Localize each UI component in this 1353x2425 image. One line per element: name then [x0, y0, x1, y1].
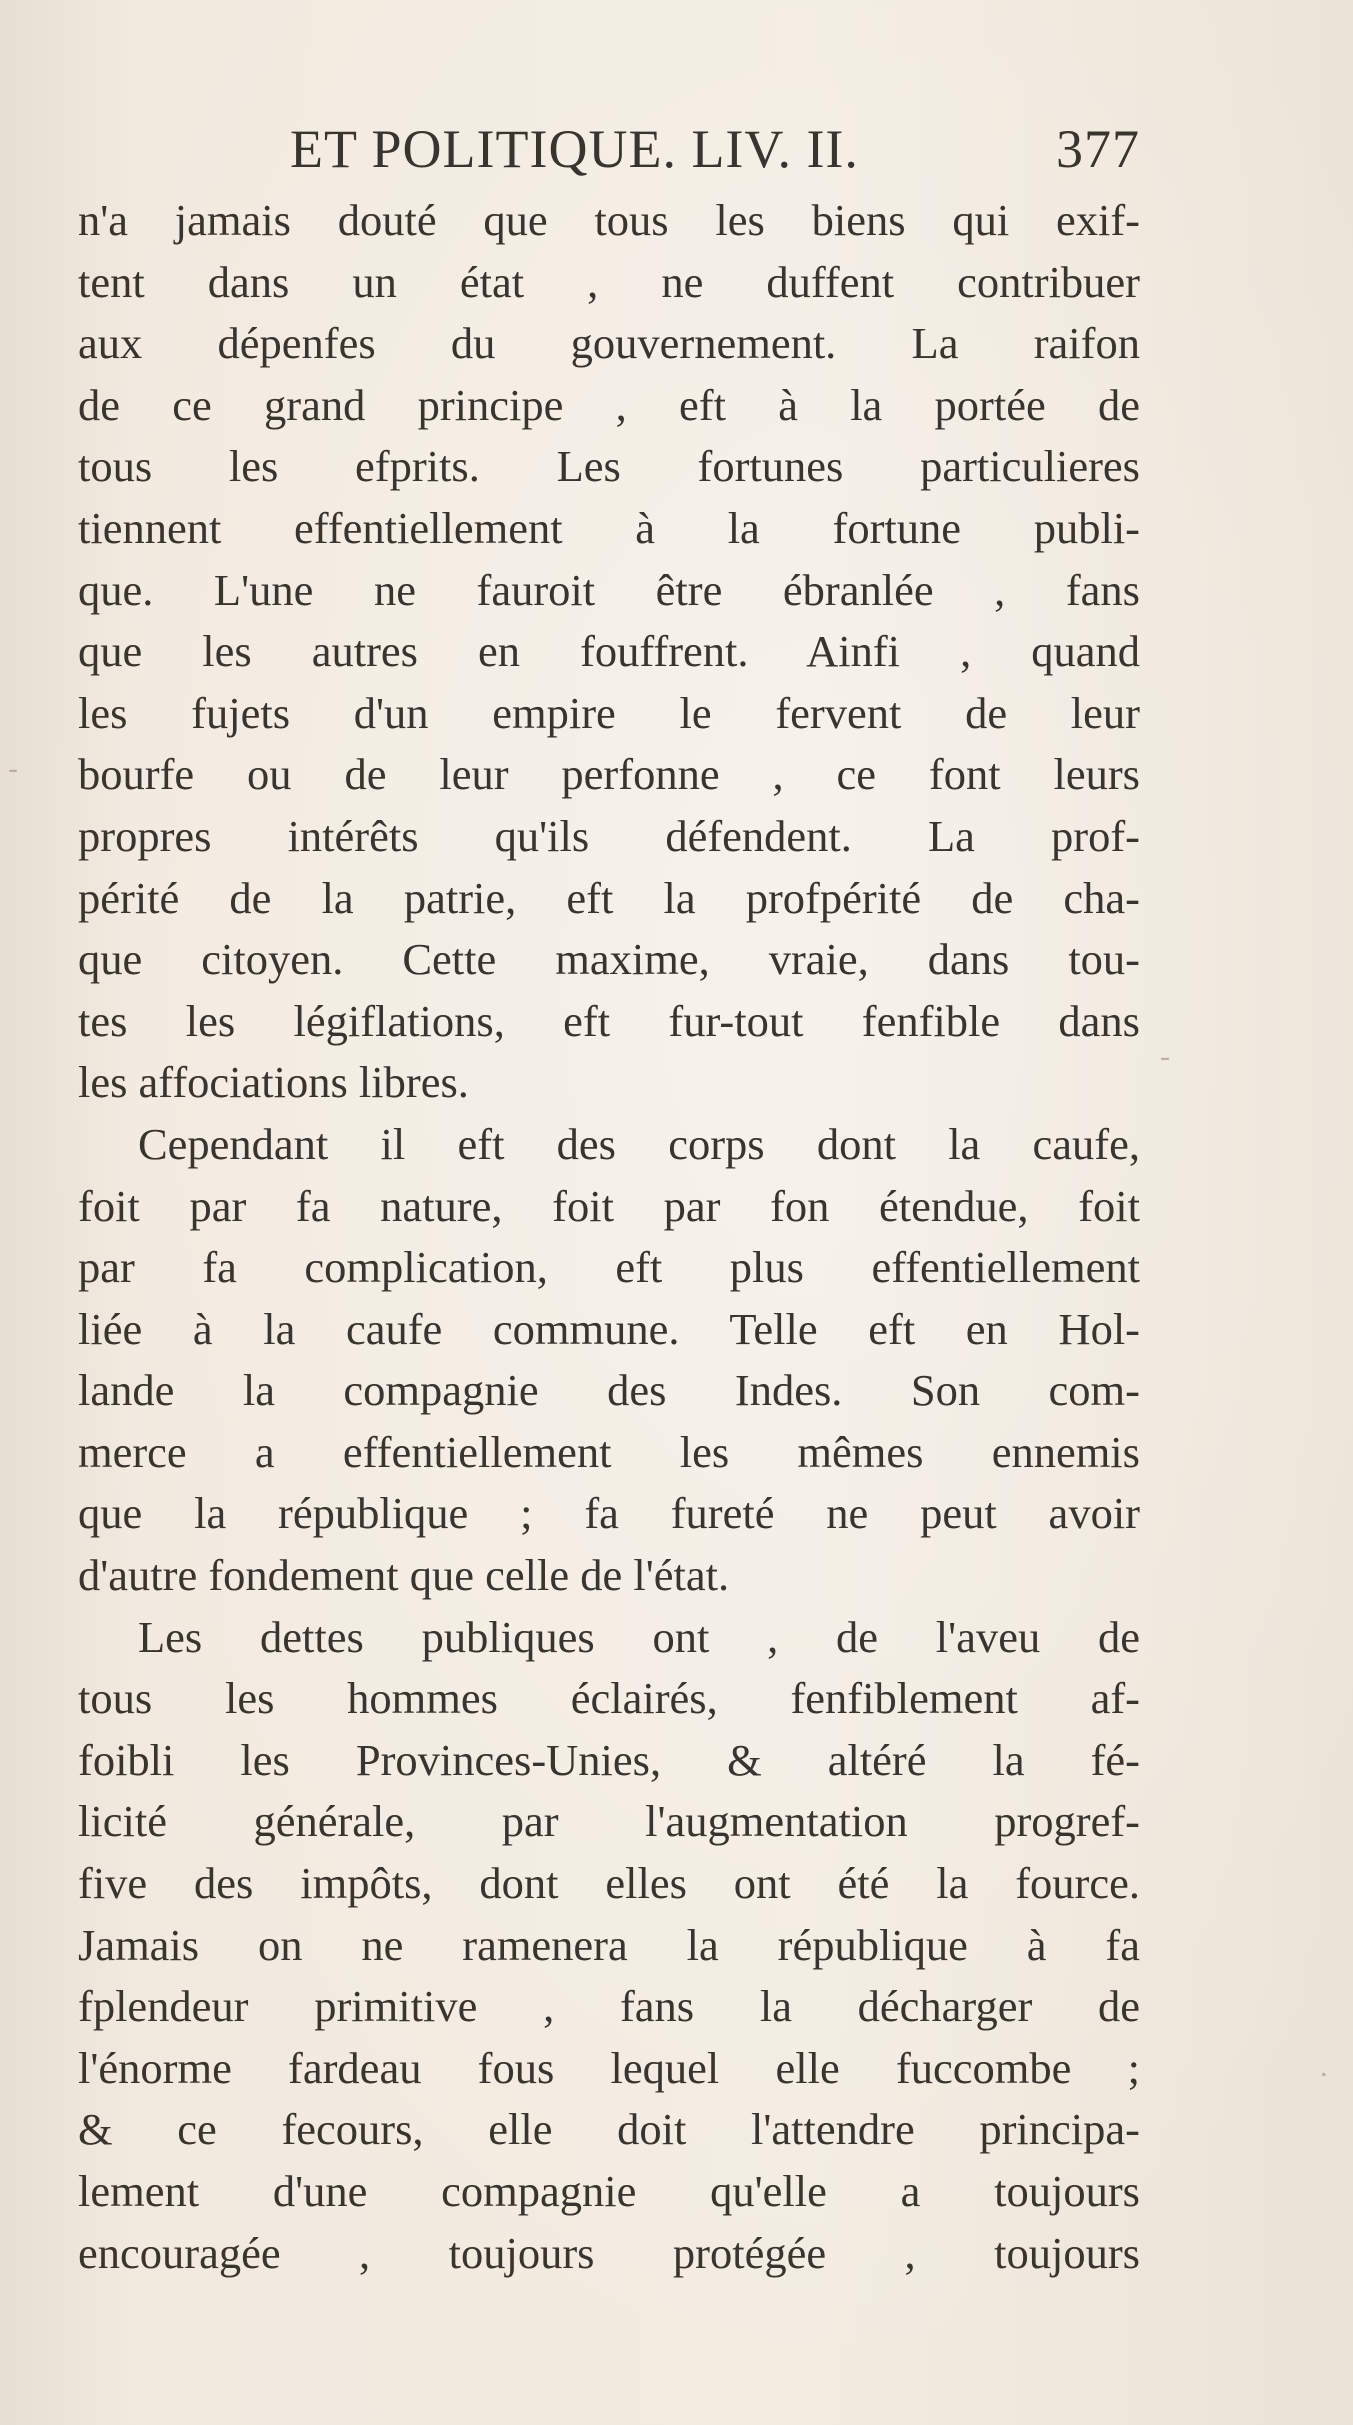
page-header [290, 118, 1140, 198]
text-line: par fa complication, eft plus effentiellement [78, 1242, 1140, 1293]
body-text [78, 190, 1140, 2284]
text-line: tous les efprits. Les fortunes particulieres [78, 441, 1140, 492]
text-line: les fujets d'un empire le fervent de leur [78, 687, 1140, 738]
margin-speck: - [1160, 1040, 1170, 1073]
text-line: que. L'une ne fauroit être ébranlée , fans [78, 564, 1140, 615]
text-line: liée à la caufe commune. Telle eft en Hol- [78, 1303, 1140, 1354]
running-title: ET POLITIQUE. LIV. II. [290, 119, 859, 179]
text-line: & ce fecours, elle doit l'attendre principa- [78, 2104, 1140, 2155]
text-line: foit par fa nature, foit par fon étendue, foit [78, 1180, 1140, 1231]
text-line: tes les légiflations, eft fur-tout fenfible dans [78, 995, 1140, 1046]
text-line: de ce grand principe , eft à la portée de [78, 379, 1140, 430]
text-line: tent dans un état , ne duffent contribuer [78, 256, 1140, 307]
text-line: licité générale, par l'augmentation progref- [78, 1796, 1140, 1847]
text-line: encouragée , toujours protégée , toujours [78, 2227, 1140, 2278]
text-line: Jamais on ne ramenera la république à fa [78, 1919, 1140, 1970]
text-line: bourfe ou de leur perfonne , ce font leurs [78, 749, 1140, 800]
text-line: périté de la patrie, eft la profpérité de cha- [78, 872, 1140, 923]
text-line: tous les hommes éclairés, fenfiblement af- [78, 1673, 1140, 1724]
text-line: l'énorme fardeau fous lequel elle fuccombe ; [78, 2042, 1140, 2093]
text-line: les affociations libres. [78, 1057, 469, 1108]
text-line: que les autres en fouffrent. Ainfi , quand [78, 626, 1140, 677]
text-line: lement d'une compagnie qu'elle a toujours [78, 2166, 1140, 2216]
text-line: tiennent effentiellement à la fortune publi- [78, 502, 1140, 553]
margin-speck: . [1320, 2050, 1328, 2083]
page-number: 377 [1056, 119, 1140, 179]
text-line: propres intérêts qu'ils défendent. La prof- [78, 810, 1140, 861]
text-line: n'a jamais douté que tous les biens qui exif- [78, 195, 1140, 245]
text-line: d'autre fondement que celle de l'état. [78, 1550, 730, 1601]
text-line: foibli les Provinces-Unies, & altéré la fé- [78, 1734, 1140, 1785]
text-line: lande la compagnie des Indes. Son com- [78, 1365, 1140, 1416]
text-line: merce a effentiellement les mêmes ennemis [78, 1426, 1140, 1477]
text-line: aux dépenfes du gouvernement. La raifon [78, 318, 1140, 369]
paragraph-start-line: Les dettes publiques ont , de l'aveu de [138, 1611, 1140, 1662]
margin-speck: - [8, 752, 18, 785]
text-line: fplendeur primitive , fans la décharger de [78, 1981, 1140, 2032]
paragraph-start-line: Cependant il eft des corps dont la caufe, [138, 1118, 1140, 1169]
text-line: que citoyen. Cette maxime, vraie, dans tou- [78, 934, 1140, 985]
text-line: que la république ; fa fureté ne peut avoir [78, 1488, 1140, 1539]
text-line: five des impôts, dont elles ont été la fource. [78, 1858, 1140, 1909]
